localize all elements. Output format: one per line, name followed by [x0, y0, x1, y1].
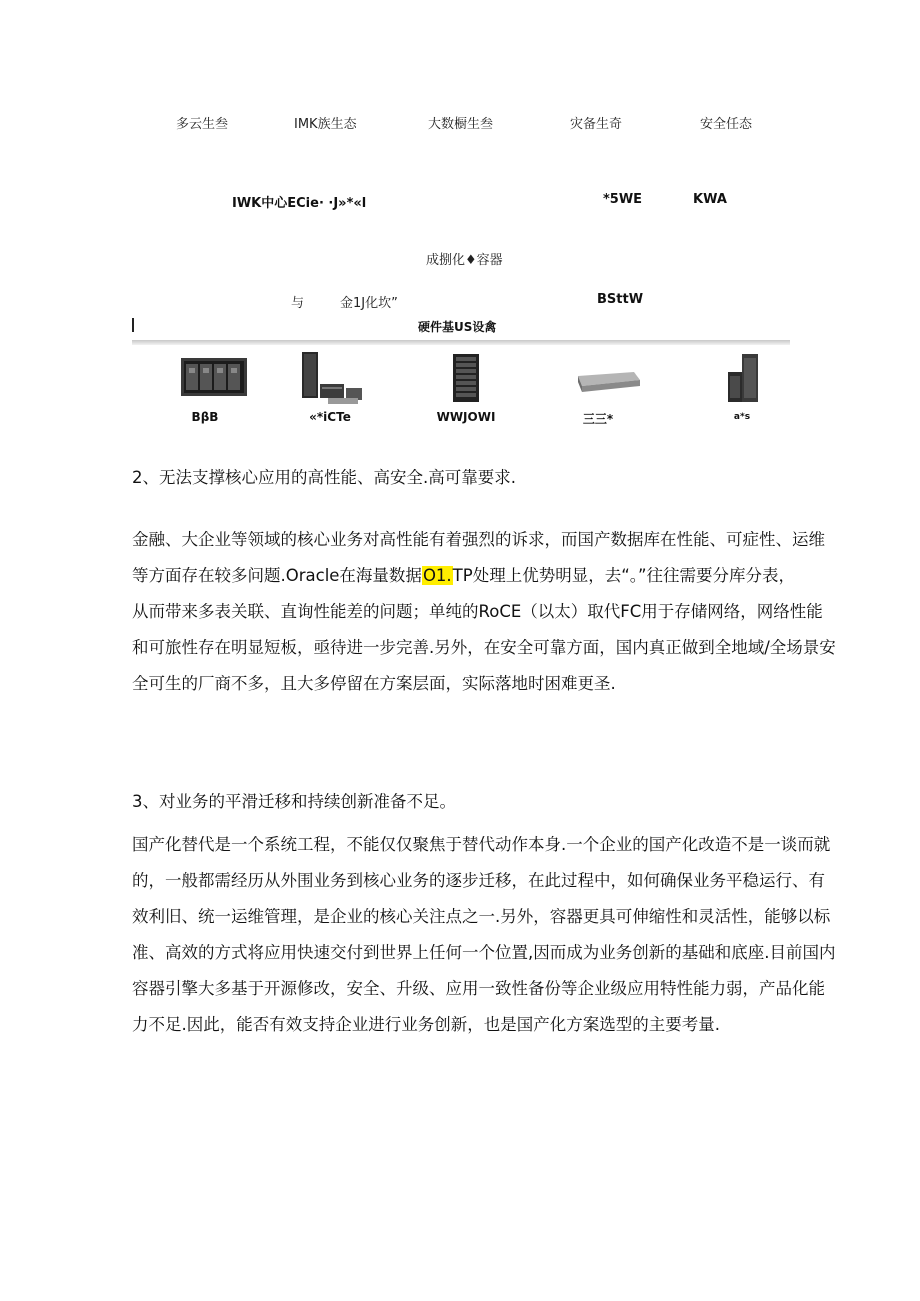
- layer2-mid-label: *5WE: [603, 192, 643, 207]
- layer3-label: 成捌化♦容器: [426, 253, 503, 268]
- hw-label-4: 三三*: [582, 412, 614, 426]
- hw-label-2: «*iCTe: [309, 410, 351, 424]
- section3-heading: 3、对业务的平滑迁移和持续创新准备不足。: [132, 792, 456, 811]
- eco-label-bigdata: 大数橱生叁: [428, 117, 494, 132]
- paragraph-line: [132, 558, 796, 594]
- hw-label-1: BβB: [191, 410, 219, 424]
- section2-paragraph: [132, 522, 836, 702]
- rack-server-icon: [453, 354, 479, 402]
- layer4-label-a: 与: [291, 296, 305, 311]
- paragraph-line: 和可旅性存在明显短板，亟待进一步完善.另外，在安全可靠方面，国内真正做到全地域/全场景安: [132, 638, 836, 657]
- storage-array-icon: [298, 350, 364, 406]
- eco-label-security: 安全任态: [700, 117, 753, 132]
- hw-label-5: a*s: [733, 412, 751, 422]
- paragraph-line: 容器引擎大多基于开源修改，安全、升级、应用一致性备份等企业级应用特性能力弱，产品化能: [132, 979, 825, 998]
- hardware-divider: [132, 340, 790, 345]
- layer4-label-c: BSttW: [597, 292, 644, 307]
- paragraph-line: 从而带来多表关联、直询性能差的问题；单纯的RoCE（以太）取代FC用于存储网络，网络性能: [132, 602, 823, 621]
- paragraph-line: 金融、大企业等领域的核心业务对高性能有着强烈的诉求，而国产数据库在性能、可症性、运维: [132, 530, 825, 549]
- paragraph-line: 准、高效的方式将应用快速交付到世界上任何一个位置,因而成为业务创新的基础和底座.目前国内: [132, 943, 836, 962]
- left-marker-bar: [132, 318, 134, 332]
- section2-heading: 2、无法支撑核心应用的高性能、高安全.高可靠要求.: [132, 468, 516, 487]
- layer2-right-label: KWA: [693, 192, 727, 207]
- blade-chassis-icon: [181, 358, 247, 396]
- paragraph-text: TP处理上优势明显，去“。”往往需要分库分表，: [452, 566, 796, 585]
- eco-label-backup: 灾备生奇: [570, 117, 623, 132]
- paragraph-line: 效利旧、统一运维管理，是企业的核心关注点之一.另外，容器更具可伸缩性和灵活性，能够以标: [132, 907, 831, 926]
- paragraph-line: 的，一般都需经历从外围业务到核心业务的逐步迁移，在此过程中，如何确保业务平稳运行、有: [132, 871, 825, 890]
- layer4-label-b: 金1J化坎”: [340, 296, 398, 311]
- paragraph-text: 等方面存在较多问题.Oracle在海量数据: [132, 566, 422, 585]
- eco-label-2: IMK族生态: [294, 117, 357, 132]
- section3-paragraph: [132, 827, 836, 1043]
- eco-label-multicloud: 多云生叁: [176, 117, 229, 132]
- paragraph-line: 力不足.因此，能否有效支持企业进行业务创新，也是国产化方案选型的主要考量.: [132, 1015, 720, 1034]
- tower-server-icon: [724, 352, 768, 404]
- hardware-title: 硬件基US设禽: [418, 320, 497, 334]
- layer2-left-label: IWK中心ECie· ·J»*«l: [232, 196, 367, 211]
- network-switch-icon: [572, 368, 642, 394]
- paragraph-line: 国产化替代是一个系统工程，不能仅仅聚焦于替代动作本身.一个企业的国产化改造不是一谈而就: [132, 835, 831, 854]
- highlighted-text: O1.: [422, 566, 452, 585]
- hw-label-3: WWJOWI: [436, 410, 496, 424]
- paragraph-line: 全可生的厂商不多，且大多停留在方案层面，实际落地时困难更圣.: [132, 674, 616, 693]
